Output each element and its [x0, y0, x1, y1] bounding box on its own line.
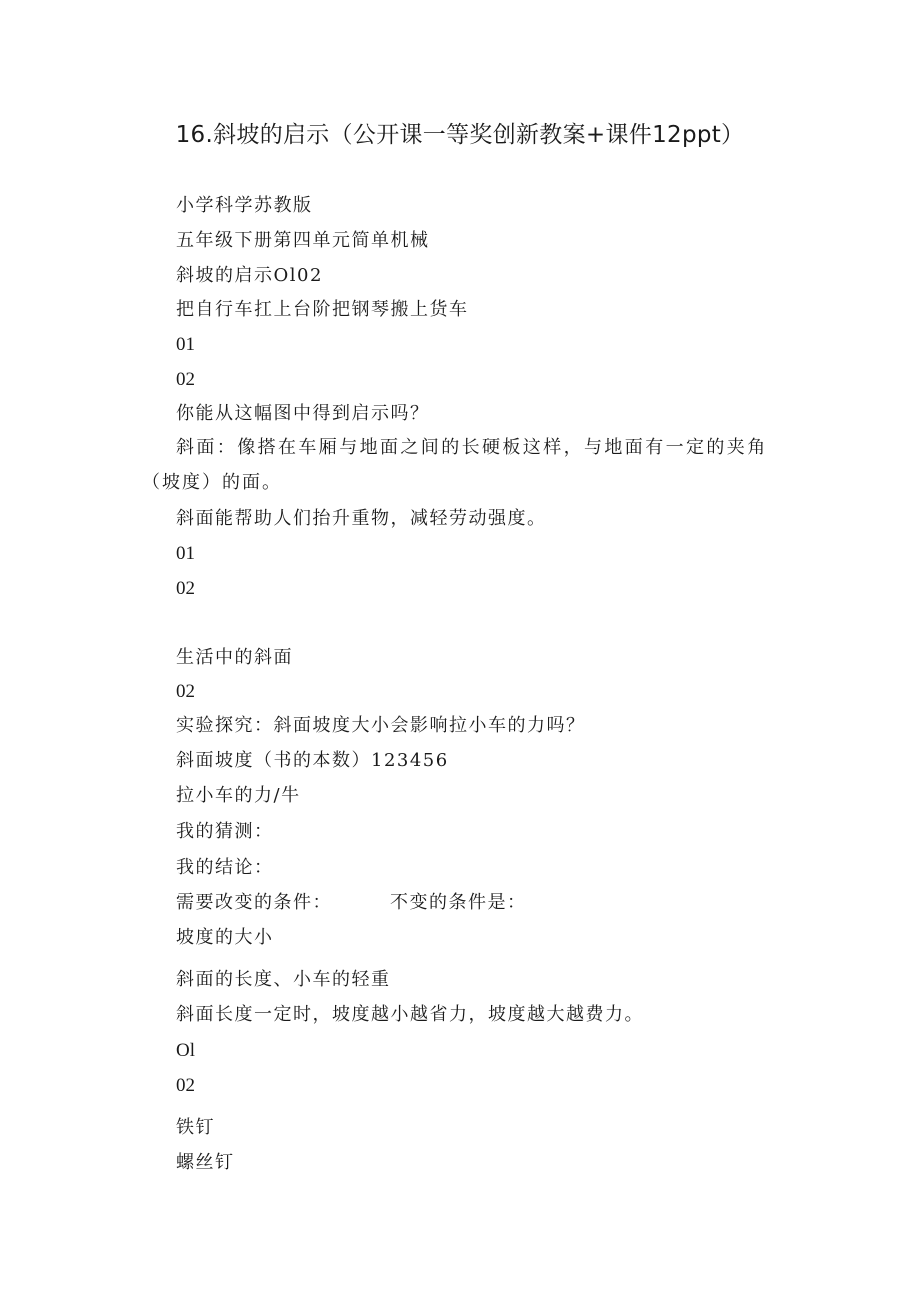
- text-line-definition-cont: （坡度）的面。: [142, 472, 282, 493]
- text-line-conclusion: 我的结论：: [176, 857, 274, 878]
- text-line-lesson: 斜坡的启示Ol02: [176, 265, 323, 286]
- text-line-slope: 斜面坡度（书的本数）123456: [176, 750, 449, 771]
- text-line-number: 01: [176, 334, 195, 355]
- text-line-slope-size: 坡度的大小: [176, 927, 274, 948]
- text-line-heading: 生活中的斜面: [176, 647, 293, 668]
- text-line-conditions: [176, 891, 527, 915]
- text-line-guess: 我的猜测：: [176, 821, 274, 842]
- text-line-number: 02: [176, 578, 195, 599]
- text-line-examples: 把自行车扛上台阶把钢琴搬上货车: [176, 299, 469, 320]
- text-line-number: 02: [176, 1075, 195, 1096]
- text-line-force: 拉小车的力/牛: [176, 785, 301, 806]
- text-line-number: 01: [176, 543, 195, 564]
- text-line-experiment: 实验探究：斜面坡度大小会影响拉小车的力吗？: [176, 715, 586, 736]
- changing-condition-label: 需要改变的条件：: [176, 892, 332, 913]
- text-line-publisher: 小学科学苏教版: [176, 195, 313, 216]
- constant-condition-label: 不变的条件是：: [390, 892, 527, 913]
- text-line-question: 你能从这幅图中得到启示吗？: [176, 403, 430, 424]
- text-line-number: Ol: [176, 1040, 195, 1061]
- text-line-number: 02: [176, 369, 195, 390]
- text-line-number: 02: [176, 681, 195, 702]
- text-line-nail: 铁钉: [176, 1117, 215, 1138]
- document-title: 16.斜坡的启示（公开课一等奖创新教案+课件12ppt）: [175, 122, 745, 148]
- text-line-unit: 五年级下册第四单元简单机械: [176, 230, 430, 251]
- text-line-length-weight: 斜面的长度、小车的轻重: [176, 969, 391, 990]
- text-line-result: 斜面长度一定时，坡度越小越省力，坡度越大越费力。: [176, 1004, 644, 1025]
- text-line-definition: 斜面：像搭在车厢与地面之间的长硬板这样，与地面有一定的夹角: [176, 437, 768, 458]
- text-line-benefit: 斜面能帮助人们抬升重物，减轻劳动强度。: [176, 508, 547, 529]
- text-line-screw: 螺丝钉: [176, 1152, 235, 1173]
